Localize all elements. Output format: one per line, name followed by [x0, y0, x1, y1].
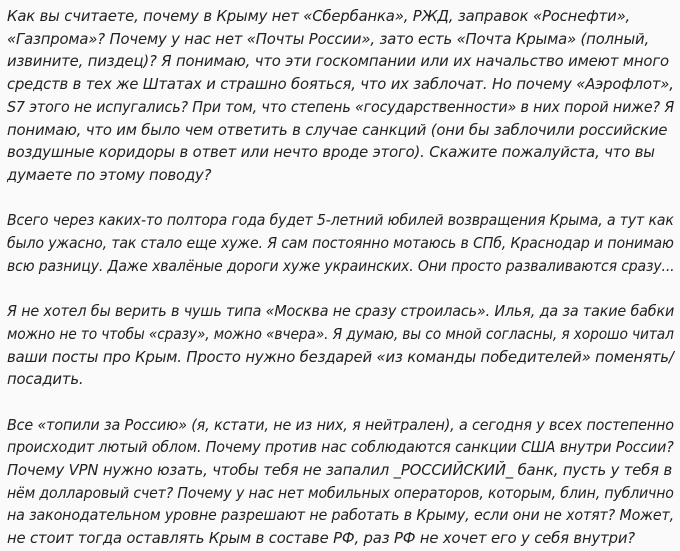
text-line: Как вы считаете, почему в Крыму нет «Сбербанка», РЖД, заправок «Роснефти»,	[7, 8, 631, 25]
text-line: можно не то чтобы «сразу», можно «вчера». Я думаю, вы со мной согласны, я хорошо читал	[7, 325, 674, 343]
text-line: всю разницу. Даже хвалёные дороги хуже украинских. Они просто разваливаются сразу...	[7, 257, 675, 275]
text-line: понимаю, что им было чем ответить в случае санкций (они бы заблочили российские	[7, 121, 668, 139]
text-line: происходит лютый облом. Почему против нас соблюдаются санкции США внутри России?	[7, 439, 674, 457]
paragraph-4	[7, 415, 674, 551]
text-line: Всего через каких-то полтора года будет 5-летний юбилей возвращения Крыма, а тут как	[7, 212, 674, 230]
text-line: было ужасно, так стало еще хуже. Я сам постоянно мотаюсь в СПб, Краснодар и понимаю	[7, 235, 674, 253]
text-line: Я не хотел бы верить в чушь типа «Москва не сразу строилась». Илья, да за такие бабки	[7, 303, 675, 321]
text-line: Все «топили за Россию» (я, кстати, не из них, я нейтрален), а сегодня у всех постепенно	[7, 416, 674, 434]
text-line: не стоит тогда оставлять Крым в составе РФ, раз РФ не хочет его у себя внутри?	[7, 530, 636, 548]
text-line: посадить.	[7, 371, 84, 389]
text-line: на законодательном уровне разрешают не работать в Крыму, если они не хотят? Может,	[7, 507, 675, 525]
text-line: средств в тех же Штатах и страшно бояться, что их заблочат. Но почему «Аэрофлот»,	[7, 76, 674, 94]
paragraph-2	[7, 210, 674, 278]
text-line: ваши посты про Крым. Просто нужно бездарей «из команды победителей» поменять/	[7, 348, 674, 366]
text-line: извините, пиздец)? Я понимаю, что эти госкомпании или их начальство имеют много	[7, 53, 669, 71]
text-line: воздушные коридоры в ответ или нечто вроде этого). Скажите пожалуйста, что вы	[7, 144, 655, 162]
text-line: думаете по этому поводу?	[7, 166, 212, 184]
text-line: нём долларовый счет? Почему у нас нет мобильных операторов, которым, блин, публично	[7, 484, 674, 502]
text-line: S7 этого не испугались? При том, что степень «государственности» в них порой ниже? Я	[7, 98, 675, 116]
paragraph-3	[7, 301, 674, 392]
text-line: Почему VPN нужно юзать, чтобы тебя не запалил _РОССИЙСКИЙ_ банк, пусть у тебя в	[7, 462, 673, 480]
paragraph-1	[7, 6, 674, 188]
text-line: «Газпрома»? Почему у нас нет «Почты России», зато есть «Почта Крыма» (полный,	[7, 30, 649, 48]
